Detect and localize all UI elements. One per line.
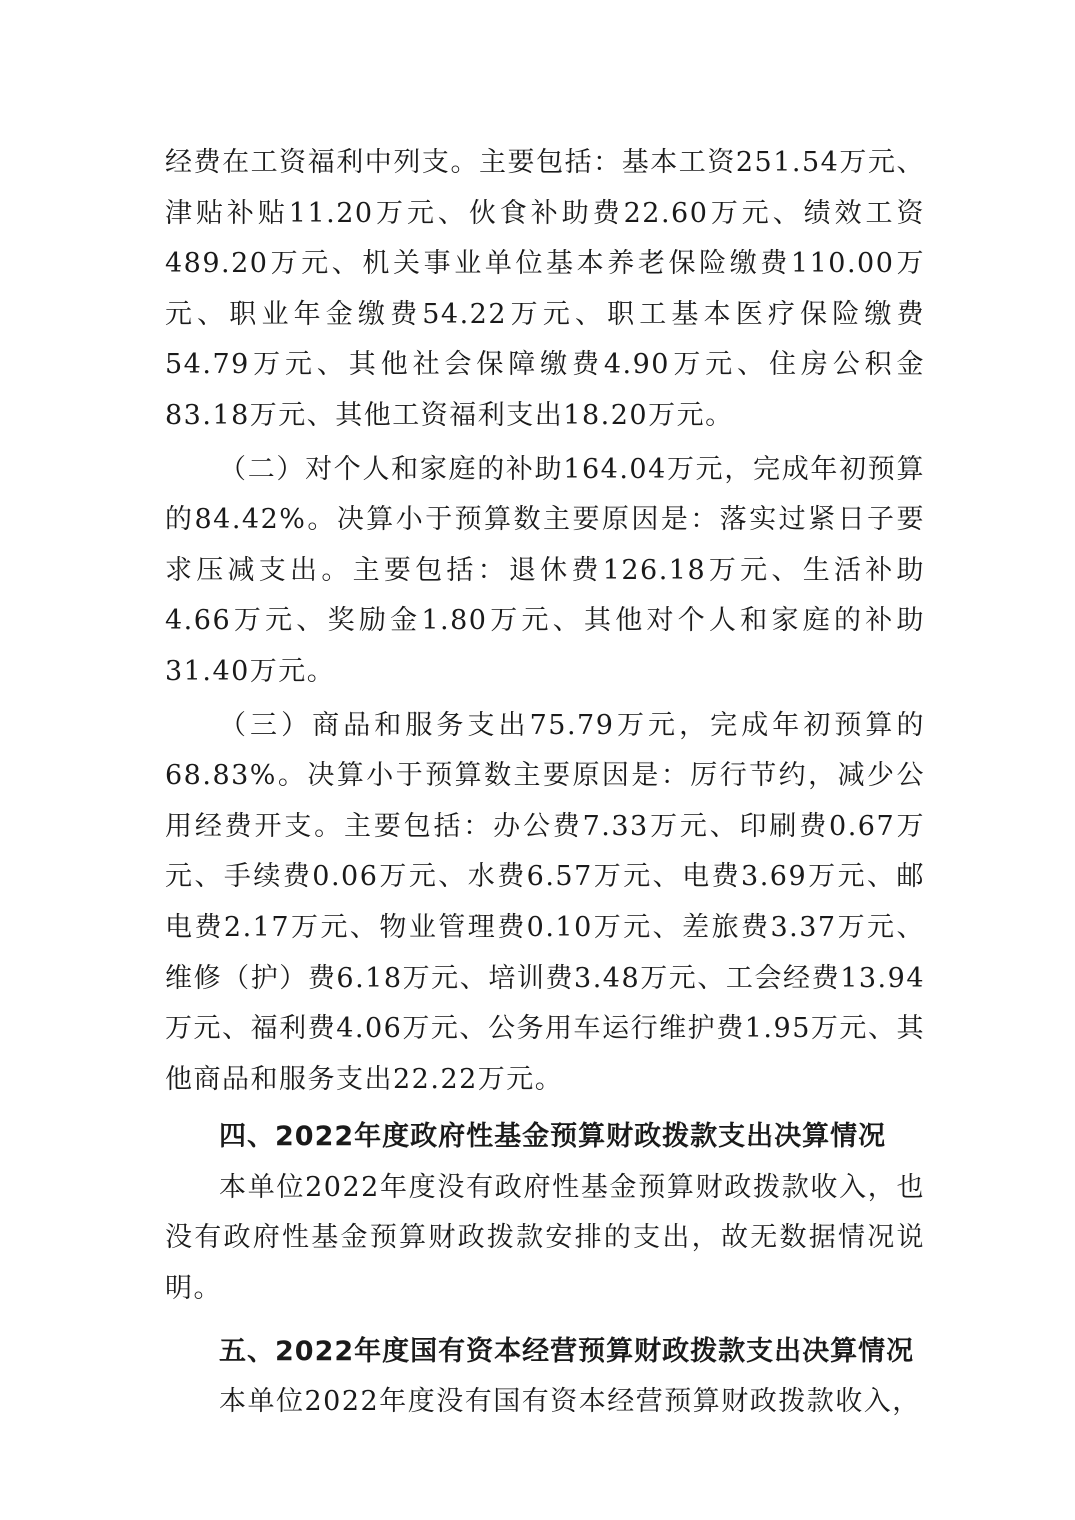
paragraph-government-fund-note: 本单位2022年度没有政府性基金预算财政拨款收入，也没有政府性基金预算财政拨款安排的支出，故无数据情况说明。	[165, 1171, 925, 1305]
paragraph-goods-services-expenditure: （三）商品和服务支出75.79万元，完成年初预算的68.83%。决算小于预算数主要原因是：厉行节约，减少公用经费开支。主要包括：办公费7.33万元、印刷费0.67万元、手续费0.06万元、水费6.57万元、电费3.69万元、邮电费2.17万元、物业管理费0.10万元、差旅费3.37万元、维修（护）费6.18万元、培训费3.48万元、工会经费13.94万元、福利费4.06万元、公务用车运行维护费1.95万元、其他商品和服务支出22.22万元。	[165, 709, 925, 1095]
paragraph-personal-family-subsidy: （二）对个人和家庭的补助164.04万元，完成年初预算的84.42%。决算小于预算数主要原因是：落实过紧日子要求压减支出。主要包括：退休费126.18万元、生活补助4.66万元、奖励金1.80万元、其他对个人和家庭的补助31.40万元。	[165, 453, 925, 687]
document-page	[165, 138, 925, 1428]
section-heading-government-fund: 四、2022年度政府性基金预算财政拨款支出决算情况	[219, 1121, 887, 1153]
section-heading-state-capital: 五、2022年度国有资本经营预算财政拨款支出决算情况	[219, 1335, 915, 1367]
paragraph-wage-welfare-items: 经费在工资福利中列支。主要包括：基本工资251.54万元、津贴补贴11.20万元、伙食补助费22.60万元、绩效工资489.20万元、机关事业单位基本养老保险缴费110.00万元、职业年金缴费54.22万元、职工基本医疗保险缴费54.79万元、其他社会保障缴费4.90万元、住房公积金83.18万元、其他工资福利支出18.20万元。	[165, 147, 925, 431]
paragraph-state-capital-note: 本单位2022年度没有国有资本经营预算财政拨款收入，	[219, 1386, 921, 1418]
